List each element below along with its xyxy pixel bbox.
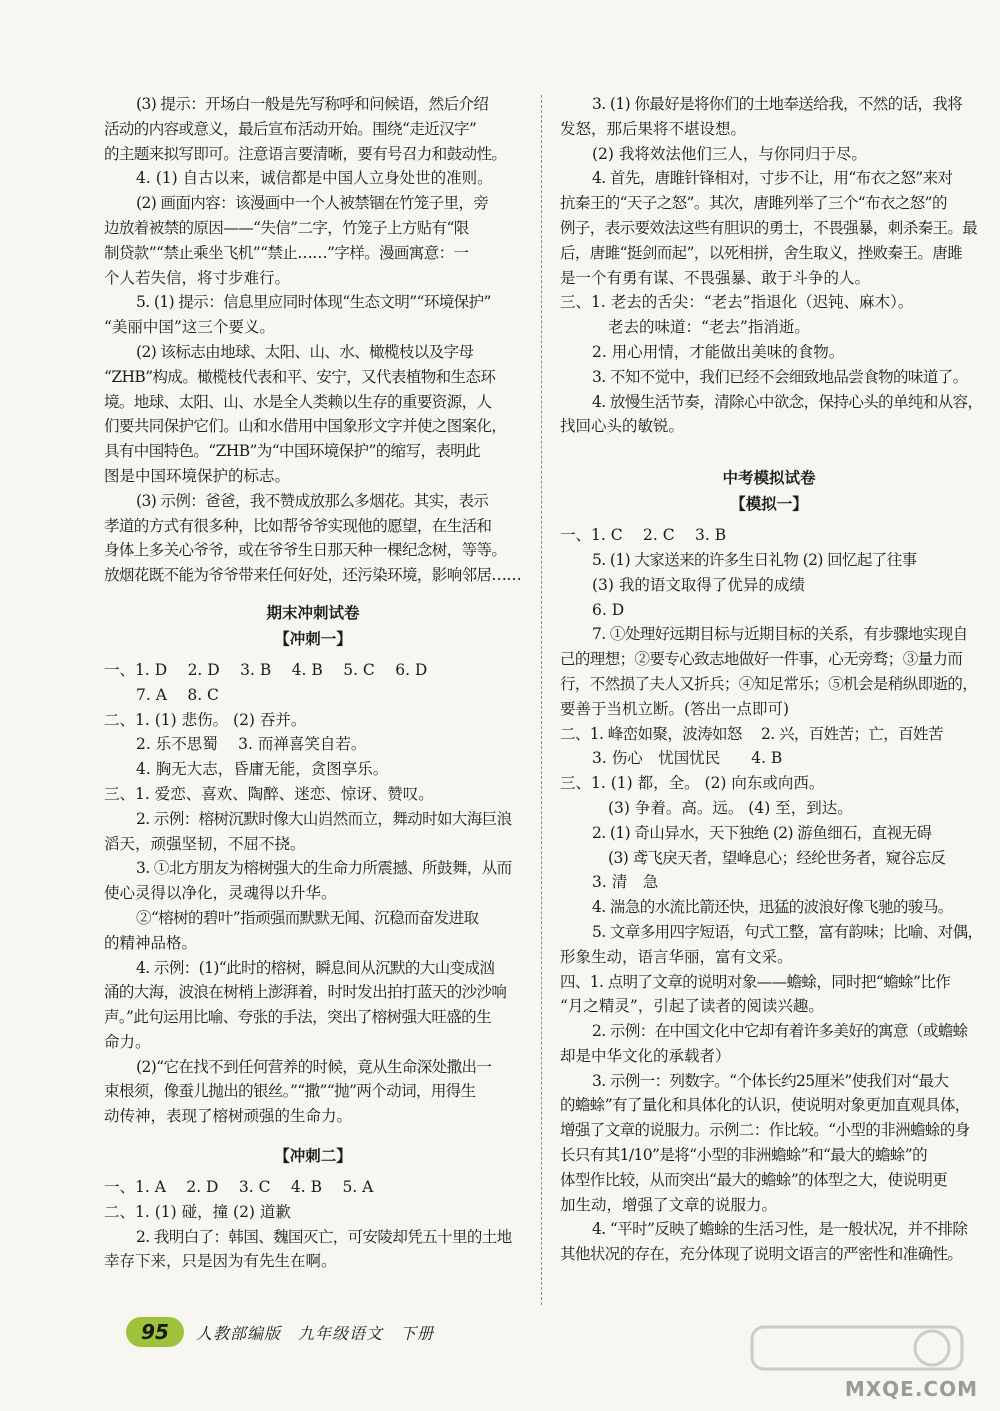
text-line: 涌的大海，波浪在树梢上澎湃着，时时发出拍打蓝天的沙沙响 (104, 983, 507, 1002)
text-line: 5. (1) 提示：信息里应同时体现“生态文明”“环境保护” (136, 293, 491, 312)
text-line: 放烟花既不能为爷爷带来任何好处，还污染环境，影响邻居…… (104, 566, 522, 585)
text-line: 境。地球、太阳、山、水是全人类赖以生存的重要资源，人 (104, 392, 492, 411)
text-line: 边放着被禁的原因——“失信”二字，竹笼子上方贴有“限 (104, 218, 469, 237)
text-line: 三、1. 爱恋、喜欢、陶醉、迷恋、惊讶、赞叹。 (104, 784, 434, 803)
text-line: 发怒，那后果将不堪设想。 (560, 119, 747, 138)
text-line: 命力。 (104, 1032, 151, 1051)
left-column (104, 92, 522, 1274)
text-line: “美丽中国”这三个要义。 (104, 318, 275, 337)
text-line: 三、1. 老去的舌尖：“老去”指退化（迟钝、麻木）。 (560, 293, 914, 312)
text-line: 四、1. 点明了文章的说明对象——蟾蜍，同时把“蟾蜍”比作 (560, 972, 951, 991)
text-line: 5. 文章多用四字短语，句式工整，富有韵味；比喻、对偶， (592, 922, 983, 941)
text-line: 个人若失信，将寸步难行。 (104, 268, 291, 287)
text-line: 其他状况的存在，充分体现了说明文语言的严密性和准确性。 (560, 1245, 963, 1264)
text-line: 3. 不知不觉中，我们已经不会细致地品尝食物的味道了。 (592, 367, 968, 386)
text-line: 2. 示例：在中国文化中它却有着许多美好的寓意（或蟾蜍 (592, 1022, 968, 1041)
text-line: (2) 该标志由地球、太阳、山、水、橄榄枝以及字母 (136, 342, 474, 361)
subsection-title: 【冲刺一】 (274, 629, 352, 648)
text-line: 4. 湍急的水流比箭还快，迅猛的波浪好像飞驰的骏马。 (592, 898, 953, 917)
text-line: 2. 用心用情，才能做出美味的食物。 (592, 342, 845, 361)
text-line: 一、1. C 2. C 3. B (560, 526, 727, 545)
text-line: (3) 争着。高。远。 (4) 至，到达。 (608, 798, 853, 817)
text-line: 2. 我明白了：韩国、魏国灭亡，可安陵却凭五十里的土地 (136, 1227, 512, 1246)
text-line: 形象生动，语言华丽，富有文采。 (560, 947, 793, 966)
right-column (560, 92, 983, 1267)
text-line: (3) 我的语文取得了优异的成绩 (592, 575, 805, 594)
text-line: 增强了文章的说服力。示例二：作比较。“小型的非洲蟾蜍的身 (560, 1121, 970, 1140)
text-line: 4. 胸无大志，昏庸无能，贪图享乐。 (136, 760, 389, 779)
text-line: 7. A 8. C (136, 685, 219, 704)
text-line: 2. (1) 奇山异水，天下独绝 (2) 游鱼细石，直视无碍 (592, 823, 932, 842)
text-line: 3. (1) 你最好是将你们的土地奉送给我，不然的话，我将 (592, 95, 963, 113)
text-line: 动传神，表现了榕树顽强的生命力。 (104, 1107, 353, 1126)
text-line: 体型作比较，从而突出“最大的蟾蜍”的体型之大，使说明更 (560, 1170, 948, 1189)
text-line: 活动的内容或意义，最后宣布活动开始。围绕“走近汉字” (104, 119, 477, 138)
text-line: 行，不然损了夫人又折兵；④知足常乐；⑤机会是稍纵即逝的， (560, 674, 978, 693)
text-line: 4. “平时”反映了蟾蜍的生活习性，是一般状况，并不排除 (592, 1220, 968, 1239)
text-line: 4. 放慢生活节奏，清除心中欲念，保持心头的单纯和从容， (592, 392, 983, 411)
text-line: 例子，表示要效法这些有胆识的勇士，不畏强暴，刺杀秦王。最 (560, 218, 978, 237)
text-line: 是一个有勇有谋、不畏强暴、敢于斗争的人。 (560, 268, 871, 287)
text-line: 幸存下来，只是因为有先生在啊。 (104, 1252, 337, 1271)
text-line: 6. D (592, 600, 625, 619)
text-line: 使心灵得以净化，灵魂得以升华。 (104, 884, 337, 903)
text-line: 的主题来拟写即可。注意语言要清晰，要有号召力和鼓动性。 (104, 144, 507, 163)
text-line: 2. 乐不思蜀 3. 而禅喜笑自若。 (136, 735, 367, 754)
watermark-site: MXQE.COM (844, 1377, 978, 1401)
subsection-title: 【冲刺二】 (274, 1147, 352, 1166)
text-line: 却是中华文化的承载者） (560, 1046, 731, 1065)
text-line: 3. 伤心 忧国忧民 4. B (592, 749, 783, 768)
text-line: ②“榕树的碧叶”指顽强而默默无闻、沉稳而奋发进取 (136, 908, 479, 927)
text-line: 找回心头的敏锐。 (560, 417, 685, 436)
text-line: 二、1. (1) 悲伤。 (2) 吞并。 (104, 710, 307, 729)
text-line: 己的理想；②要专心致志地做好一件事，心无旁骛；③量力而 (560, 650, 963, 669)
text-line: 3. 清 急 (592, 873, 659, 892)
text-line: 的精神品格。 (104, 933, 198, 952)
text-line: 后，唐雎“挺剑而起”，以死相拼，舍生取义，挫败秦王。唐雎 (560, 243, 963, 262)
text-line: 4. (1) 自古以来，诚信都是中国人立身处世的准则。 (136, 169, 493, 188)
text-line: (3) 鸢飞戾天者，望峰息心；经纶世务者，窥谷忘反 (608, 848, 946, 867)
text-line: 2. 示例：榕树沉默时像大山岿然而立，舞动时如大海巨浪 (136, 809, 512, 828)
text-line: (2)“它在找不到任何营养的时候，竟从生命深处撒出一 (136, 1057, 492, 1076)
text-line: 三、1. (1) 都，全。 (2) 向东或向西。 (560, 774, 825, 793)
subsection-title: 【模拟一】 (730, 495, 808, 514)
text-line: 加生动，增强了文章的说服力。 (560, 1195, 778, 1214)
text-line: 老去的味道：“老去”指消逝。 (608, 318, 810, 337)
text-line: “月之精灵”，引起了读者的阅读兴趣。 (560, 997, 824, 1016)
text-line: (3) 提示：开场白一般是先写称呼和问候语，然后介绍 (136, 95, 489, 113)
text-line: 制贷款”“禁止乘坐飞机”“禁止……”字样。漫画寓意：一 (104, 243, 469, 262)
text-line: 7. ①处理好远期目标与近期目标的关系，有步骤地实现自 (592, 625, 968, 644)
text-line: 一、1. A 2. D 3. C 4. B 5. A (104, 1178, 374, 1197)
text-line: 3. 示例一：列数字。“个体长约25厘米”使我们对“最大 (592, 1071, 949, 1090)
text-line: 4. 首先，唐雎针锋相对，寸步不让，用“布衣之怒”来对 (592, 169, 953, 188)
column-divider (541, 95, 542, 1305)
text-line: “ZHB”构成。橄榄枝代表和平、安宁，又代表植物和生态环 (104, 367, 496, 386)
section-title: 期末冲刺试卷 (266, 603, 360, 622)
text-line: 孝道的方式有很多种，比如帮爷爷实现他的愿望，在生活和 (104, 516, 492, 535)
text-line: 束根须，像蚕儿抛出的银丝。”“撒”“抛”两个动词，用得生 (104, 1082, 476, 1101)
page-footer (126, 1317, 434, 1347)
text-line: 要善于当机立断。(答出一点即可) (560, 699, 790, 718)
text-line: 滔天，顽强坚韧，不屈不挠。 (104, 834, 306, 853)
section-title: 中考模拟试卷 (722, 469, 816, 488)
text-line: 二、1. (1) 碰，撞 (2) 道歉 (104, 1202, 291, 1221)
text-line: 的蟾蜍”有了量化和具体化的认识，使说明对象更加直观具体， (560, 1096, 970, 1115)
text-line: (2) 我将效法他们三人，与你同归于尽。 (592, 144, 867, 163)
text-line: 身体上多关心爷爷，或在爷爷生日那天种一棵纪念树，等等。 (104, 541, 507, 560)
text-line: 图是中国环境保护的标志。 (104, 466, 291, 485)
text-line: 一、1. D 2. D 3. B 4. B 5. C 6. D (104, 660, 428, 679)
text-line: 抗秦王的“天子之怒”。其次，唐雎列举了三个“布衣之怒”的 (560, 194, 947, 213)
book-title: 人教部编版 九年级语文 下册 (196, 1323, 435, 1343)
text-line: 二、1. 峰峦如聚，波涛如怒 2. 兴，百姓苦；亡，百姓苦 (560, 724, 943, 743)
page-number-badge: 95 (126, 1317, 184, 1347)
text-line: 们要共同保护它们。山和水借用中国象形文字并使之图案化， (104, 417, 507, 436)
text-line: 5. (1) 大家送来的许多生日礼物 (2) 回忆起了往事 (592, 550, 917, 569)
text-line: 长只有其1/10”是将“小型的非洲蟾蜍”和“最大的蟾蜍”的 (560, 1146, 928, 1165)
text-line: 3. ①北方朋友为榕树强大的生命力所震撼、所鼓舞，从而 (136, 859, 512, 878)
text-line: (2) 画面内容：该漫画中一个人被禁锢在竹笼子里，旁 (136, 194, 489, 213)
text-line: 声。”此句运用比喻、夸张的手法，突出了榕树强大旺盛的生 (104, 1008, 491, 1027)
text-line: 4. 示例：(1)“此时的榕树，瞬息间从沉默的大山变成汹 (136, 958, 495, 977)
text-line: 具有中国特色。“ZHB”为“中国环境保护”的缩写，表明此 (104, 442, 481, 461)
text-line: (3) 示例：爸爸，我不赞成放那么多烟花。其实，表示 (136, 491, 489, 510)
